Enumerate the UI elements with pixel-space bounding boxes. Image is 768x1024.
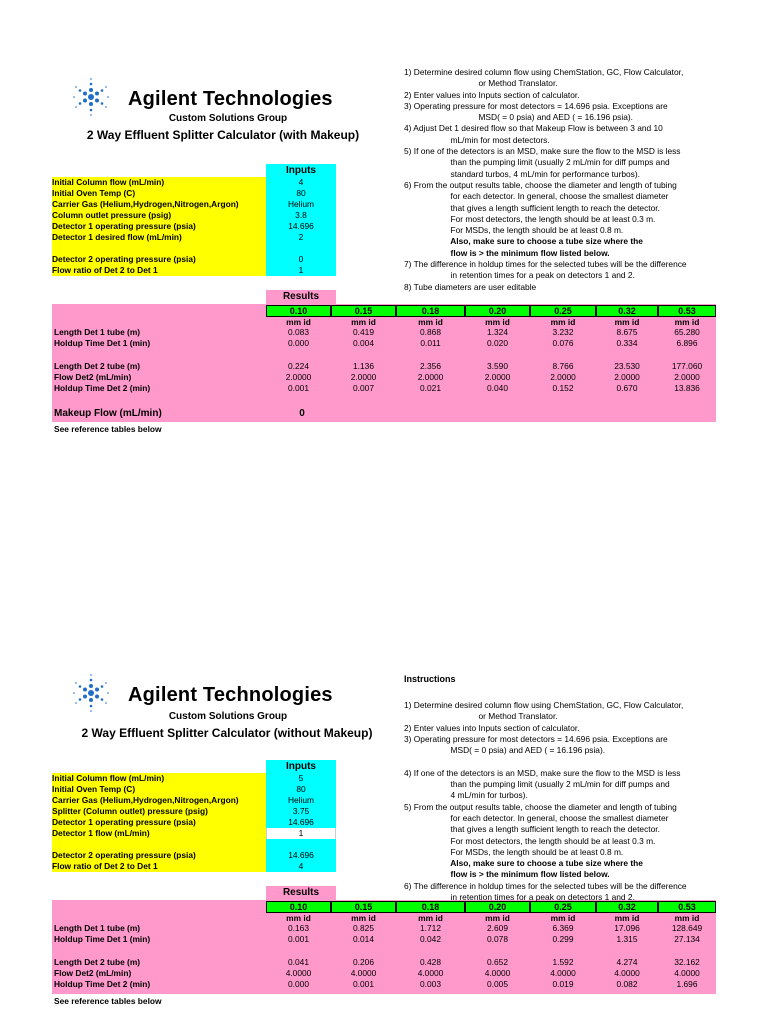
result-value: 0.825 <box>353 923 374 933</box>
result-value: 2.0000 <box>285 372 312 382</box>
unit-label: mm id <box>418 913 443 923</box>
instruction-line: that gives a length sufficient length to reach the detector. <box>404 824 660 835</box>
input-label: Detector 1 operating pressure (psia) <box>52 221 266 232</box>
result-row-label: Length Det 2 tube (m) <box>54 957 141 967</box>
result-value: 0.419 <box>353 327 374 337</box>
tube-diameter-header: 0.32 <box>596 305 658 317</box>
instruction-line: than the pumping limit (usually 2 mL/min for diff pumps and <box>404 779 670 790</box>
result-value: 1.696 <box>676 979 698 989</box>
unit-label: mm id <box>351 317 376 327</box>
result-value: 0.076 <box>552 338 574 348</box>
input-label: Detector 2 operating pressure (psia) <box>52 254 266 265</box>
result-row-label: Holdup Time Det 1 (min) <box>54 338 151 348</box>
result-value: 2.609 <box>487 923 508 933</box>
input-spacer-row <box>52 243 266 254</box>
result-value: 2.0000 <box>350 372 377 382</box>
instruction-line: 8) Tube diameters are user editable <box>404 281 537 292</box>
input-field[interactable]: 3.75 <box>266 806 336 817</box>
result-value: 4.274 <box>616 957 638 967</box>
instruction-line: 3) Operating pressure for most detectors = 14.696 psia. Exceptions are <box>404 733 668 744</box>
input-label: Column outlet pressure (psig) <box>52 210 266 221</box>
tube-diameter-header: 0.18 <box>396 305 465 317</box>
result-value: 0.001 <box>288 934 309 944</box>
result-value: 0.021 <box>420 383 441 393</box>
tube-diameter-header: 0.15 <box>331 901 396 913</box>
instruction-line: 2) Enter values into Inputs section of calculator. <box>404 722 580 733</box>
input-spacer-cell <box>266 839 336 850</box>
group-name: Custom Solutions Group <box>168 113 288 124</box>
result-value: 0.020 <box>487 338 508 348</box>
result-value: 8.675 <box>616 327 638 337</box>
result-value: 2.0000 <box>674 372 700 382</box>
input-field[interactable]: 1 <box>266 265 336 276</box>
unit-label: mm id <box>485 913 510 923</box>
instruction-line: For MSDs, the length should be at least 0.8 m. <box>404 846 624 857</box>
unit-label: mm id <box>286 913 311 923</box>
input-label: Carrier Gas (Helium,Hydrogen,Nitrogen,Argon) <box>52 795 266 806</box>
result-value: 1.712 <box>420 923 441 933</box>
instruction-line: MSD( = 0 psia) and AED ( = 16.196 psia). <box>404 745 606 756</box>
instruction-line: 4) Adjust Det 1 desired flow so that Makeup Flow is between 3 and 10 <box>404 123 663 134</box>
result-value: 1.592 <box>552 957 574 967</box>
instruction-line: For MSDs, the length should be at least 0.8 m. <box>404 225 624 236</box>
input-label: Detector 2 operating pressure (psia) <box>52 850 266 861</box>
result-row-label: Length Det 1 tube (m) <box>54 327 141 337</box>
tube-diameter-header: 0.18 <box>396 901 465 913</box>
result-value: 4.0000 <box>417 968 444 978</box>
result-value: 0.428 <box>420 957 441 967</box>
result-value: 0.003 <box>420 979 441 989</box>
result-value: 0.299 <box>552 934 574 944</box>
unit-label: mm id <box>286 317 311 327</box>
inputs-header: Inputs <box>266 164 336 177</box>
instruction-line: For most detectors, the length should be at least 0.3 m. <box>404 835 656 846</box>
result-value: 8.766 <box>552 361 574 371</box>
result-value: 0.004 <box>353 338 374 348</box>
result-row-label: Flow Det2 (mL/min) <box>54 968 132 978</box>
tube-diameter-header: 0.15 <box>331 305 396 317</box>
instruction-line: 1) Determine desired column flow using ChemStation, GC, Flow Calculator, <box>404 700 684 710</box>
result-value: 6.369 <box>552 923 574 933</box>
tube-diameter-header: 0.53 <box>658 901 716 913</box>
result-value: 3.590 <box>487 361 508 371</box>
result-value: 0.041 <box>288 957 309 967</box>
input-field[interactable]: 0 <box>266 254 336 265</box>
instruction-line: in retention times for a peak on detectors 1 and 2. <box>404 270 635 281</box>
input-field[interactable]: Helium <box>266 199 336 210</box>
input-field[interactable]: 2 <box>266 232 336 243</box>
inputs-header: Inputs <box>266 760 336 773</box>
brand-name: Agilent Technologies <box>128 88 333 110</box>
result-value: 4.0000 <box>350 968 377 978</box>
instruction-line <box>404 756 687 767</box>
tube-diameter-header: 0.25 <box>530 305 596 317</box>
agilent-spark-logo-icon <box>68 672 114 714</box>
group-name: Custom Solutions Group <box>168 711 288 722</box>
instruction-line: For most detectors, the length should be at least 0.3 m. <box>404 213 656 224</box>
instruction-line: flow is > the minimum flow listed below. <box>404 869 610 880</box>
result-value: 0.078 <box>487 934 508 944</box>
input-field[interactable]: 14.696 <box>266 817 336 828</box>
result-value: 0.000 <box>288 979 309 989</box>
page-title: 2 Way Effluent Splitter Calculator (without Makeup) <box>81 726 373 740</box>
input-field[interactable]: Helium <box>266 795 336 806</box>
result-value: 17.096 <box>614 923 640 933</box>
makeup-flow-value: 0 <box>299 408 305 419</box>
instruction-line: or Method Translator. <box>404 711 558 722</box>
instruction-line: in retention times for a peak on detectors 1 and 2. <box>404 892 635 903</box>
unit-label: mm id <box>614 913 640 923</box>
instructions-list <box>404 700 687 903</box>
reference-note: See reference tables below <box>54 424 162 434</box>
result-value: 0.011 <box>420 338 441 348</box>
result-value: 32.162 <box>674 957 700 967</box>
input-field[interactable]: 1 <box>266 828 336 839</box>
result-value: 2.0000 <box>417 372 444 382</box>
result-value: 0.652 <box>487 957 508 967</box>
result-value: 27.134 <box>674 934 700 944</box>
instruction-line: 4 mL/min for turbos). <box>404 790 528 801</box>
instruction-line: for each detector. In general, choose the smallest diameter <box>404 191 669 202</box>
unit-label: mm id <box>674 913 700 923</box>
makeup-flow-label: Makeup Flow (mL/min) <box>54 408 162 419</box>
instruction-line: 1) Determine desired column flow using ChemStation, GC, Flow Calculator, <box>404 67 684 77</box>
result-value: 0.040 <box>487 383 508 393</box>
input-label: Detector 1 operating pressure (psia) <box>52 817 266 828</box>
result-value: 0.224 <box>288 361 309 371</box>
instruction-line: 3) Operating pressure for most detectors = 14.696 psia. Exceptions are <box>404 100 668 111</box>
page-title: 2 Way Effluent Splitter Calculator (with Makeup) <box>86 128 360 142</box>
unit-label: mm id <box>614 317 640 327</box>
reference-note: See reference tables below <box>54 996 162 1006</box>
input-label: Initial Oven Temp (C) <box>52 784 266 795</box>
instruction-line: 7) The difference in holdup times for the selected tubes will be the difference <box>404 259 687 270</box>
result-value: 128.649 <box>671 923 703 933</box>
input-field[interactable]: 3.8 <box>266 210 336 221</box>
tube-diameter-header: 0.20 <box>465 901 530 913</box>
instruction-line: mL/min for most detectors. <box>404 134 550 145</box>
result-value: 0.083 <box>288 327 309 337</box>
result-value: 4.0000 <box>285 968 312 978</box>
result-value: 1.324 <box>487 327 508 337</box>
result-value: 0.206 <box>353 957 374 967</box>
result-value: 2.356 <box>420 361 441 371</box>
result-row-label: Flow Det2 (mL/min) <box>54 372 132 382</box>
instruction-line: for each detector. In general, choose the smallest diameter <box>404 812 669 823</box>
instruction-line: 5) If one of the detectors is an MSD, make sure the flow to the MSD is less <box>404 146 681 157</box>
input-label: Initial Oven Temp (C) <box>52 188 266 199</box>
result-value: 0.007 <box>353 383 374 393</box>
unit-label: mm id <box>418 317 443 327</box>
result-value: 0.042 <box>420 934 441 944</box>
result-value: 0.019 <box>552 979 574 989</box>
result-row-label: Length Det 1 tube (m) <box>54 923 141 933</box>
instruction-line: 4) If one of the detectors is an MSD, make sure the flow to the MSD is less <box>404 767 681 778</box>
input-field[interactable]: 4 <box>266 861 336 872</box>
result-value: 0.152 <box>552 383 574 393</box>
result-value: 0.001 <box>288 383 309 393</box>
result-value: 1.136 <box>353 361 374 371</box>
result-value: 6.896 <box>676 338 698 348</box>
result-value: 0.082 <box>616 979 638 989</box>
input-field[interactable]: 4 <box>266 177 336 188</box>
instruction-line: MSD( = 0 psia) and AED ( = 16.196 psia). <box>404 112 634 123</box>
result-value: 2.0000 <box>550 372 576 382</box>
result-value: 0.868 <box>420 327 441 337</box>
instructions-list <box>404 67 687 293</box>
result-row-label: Holdup Time Det 2 (min) <box>54 979 151 989</box>
tube-diameter-header: 0.10 <box>266 901 331 913</box>
input-label: Flow ratio of Det 2 to Det 1 <box>52 265 266 276</box>
input-label: Detector 1 flow (mL/min) <box>52 828 266 839</box>
brand-name: Agilent Technologies <box>128 684 333 706</box>
input-label: Carrier Gas (Helium,Hydrogen,Nitrogen,Argon) <box>52 199 266 210</box>
result-value: 4.0000 <box>550 968 576 978</box>
instruction-line: 6) The difference in holdup times for the selected tubes will be the difference <box>404 880 687 891</box>
result-value: 0.000 <box>288 338 309 348</box>
instruction-line: Also, make sure to choose a tube size where the <box>404 236 643 247</box>
input-spacer-cell <box>266 243 336 254</box>
result-value: 0.670 <box>616 383 638 393</box>
results-header: Results <box>266 290 336 304</box>
result-row-label: Length Det 2 tube (m) <box>54 361 141 371</box>
result-value: 4.0000 <box>484 968 511 978</box>
input-label: Splitter (Column outlet) pressure (psig) <box>52 806 266 817</box>
result-value: 23.530 <box>614 361 640 371</box>
result-value: 177.060 <box>671 361 703 371</box>
result-value: 2.0000 <box>484 372 511 382</box>
unit-label: mm id <box>674 317 700 327</box>
instruction-line: 6) From the output results table, choose the diameter and length of tubing <box>404 179 677 190</box>
instruction-line: or Method Translator. <box>404 78 558 89</box>
instructions-heading: Instructions <box>404 674 456 684</box>
input-spacer-row <box>52 839 266 850</box>
result-value: 65.280 <box>674 327 700 337</box>
tube-diameter-header: 0.25 <box>530 901 596 913</box>
unit-label: mm id <box>550 317 576 327</box>
instruction-line: flow is > the minimum flow listed below. <box>404 247 610 258</box>
instruction-line: 2) Enter values into Inputs section of calculator. <box>404 89 580 100</box>
unit-label: mm id <box>550 913 576 923</box>
input-label: Flow ratio of Det 2 to Det 1 <box>52 861 266 872</box>
input-field[interactable]: 80 <box>266 188 336 199</box>
result-value: 13.836 <box>674 383 700 393</box>
unit-label: mm id <box>485 317 510 327</box>
result-value: 0.014 <box>353 934 374 944</box>
agilent-spark-logo-icon <box>68 76 114 118</box>
instruction-line: than the pumping limit (usually 2 mL/min for diff pumps and <box>404 157 670 168</box>
input-field[interactable]: 5 <box>266 773 336 784</box>
result-row-label: Holdup Time Det 1 (min) <box>54 934 151 944</box>
result-value: 2.0000 <box>614 372 640 382</box>
input-label: Detector 1 desired flow (mL/min) <box>52 232 266 243</box>
tube-diameter-header: 0.32 <box>596 901 658 913</box>
unit-label: mm id <box>351 913 376 923</box>
result-value: 0.001 <box>353 979 374 989</box>
results-header: Results <box>266 886 336 900</box>
result-value: 0.005 <box>487 979 508 989</box>
instruction-line: standard turbos, 4 mL/min for performance turbos). <box>404 168 640 179</box>
result-value: 4.0000 <box>614 968 640 978</box>
instruction-line: that gives a length sufficient length to reach the detector. <box>404 202 660 213</box>
input-label: Initial Column flow (mL/min) <box>52 177 266 188</box>
tube-diameter-header: 0.20 <box>465 305 530 317</box>
input-field[interactable]: 14.696 <box>266 850 336 861</box>
input-label: Initial Column flow (mL/min) <box>52 773 266 784</box>
result-value: 1.315 <box>616 934 638 944</box>
result-value: 0.334 <box>616 338 638 348</box>
tube-diameter-header: 0.10 <box>266 305 331 317</box>
tube-diameter-header: 0.53 <box>658 305 716 317</box>
input-field[interactable]: 80 <box>266 784 336 795</box>
input-field[interactable]: 14.696 <box>266 221 336 232</box>
result-value: 0.163 <box>288 923 309 933</box>
instruction-line: 5) From the output results table, choose the diameter and length of tubing <box>404 801 677 812</box>
instruction-line: Also, make sure to choose a tube size where the <box>404 858 643 869</box>
result-value: 4.0000 <box>674 968 700 978</box>
result-value: 3.232 <box>552 327 574 337</box>
result-row-label: Holdup Time Det 2 (min) <box>54 383 151 393</box>
